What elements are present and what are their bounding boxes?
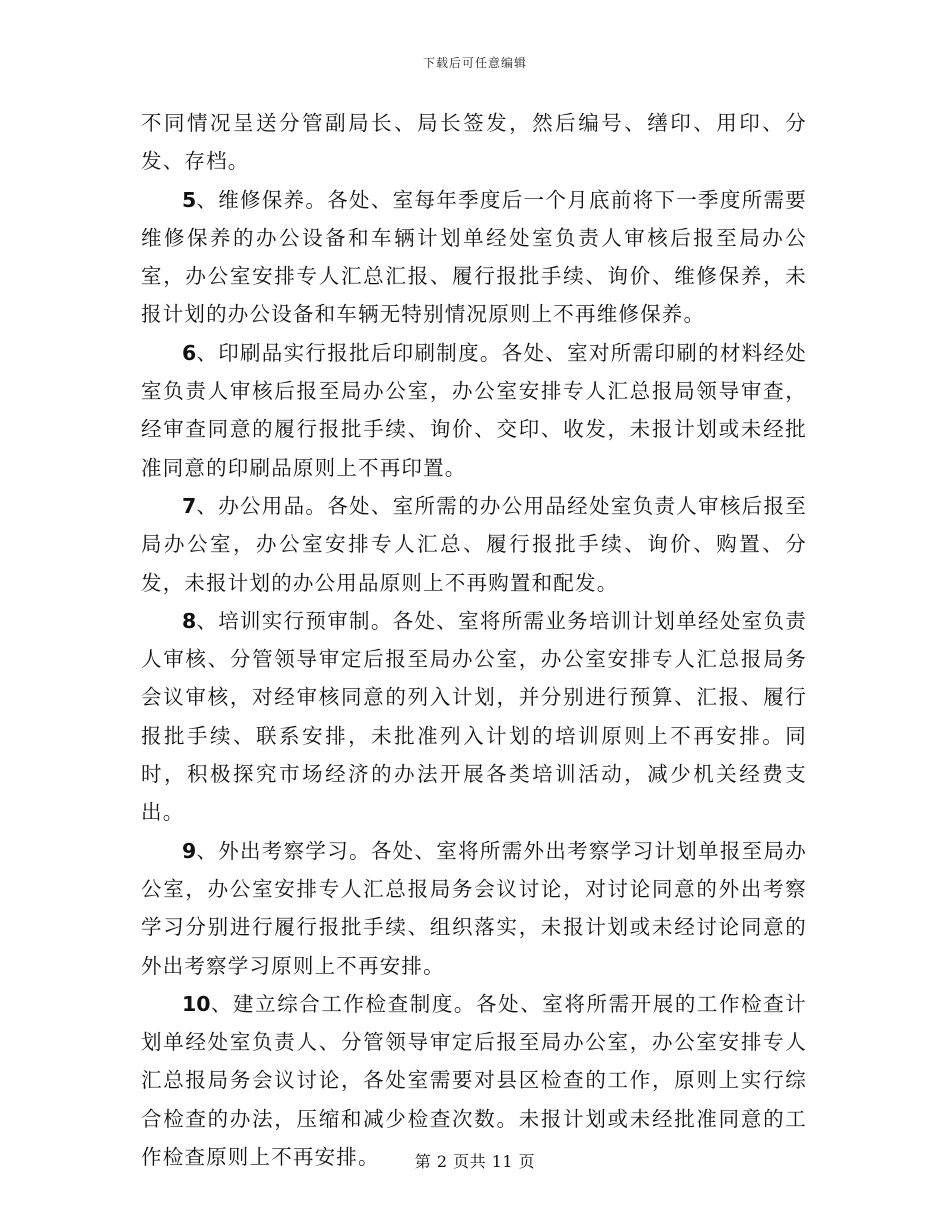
item-number: 9 [182,838,197,863]
paragraph-item-7 [141,487,807,602]
item-number: 5 [182,187,197,212]
paragraph-item-5 [141,181,807,334]
paragraph-text: 、印刷品实行报批后印刷制度。各处、室对所需印刷的材料经处室负责人审核后报至局办公室，办公室安排专人汇总报局领导审查，经审查同意的履行报批手续、询价、交印、收发，未报计划或未经批准同意的印刷品原则上不再印置。 [141,340,807,480]
paragraph-item-8 [141,602,807,832]
page-header: 下载后可任意编辑 [422,56,527,70]
paragraph-item-10 [141,985,807,1176]
paragraph-text: 、建立综合工作检查制度。各处、室将所需开展的工作检查计划单经处室负责人、分管领导审定后报至局办公室，办公室安排专人汇总报局务会议讨论，各处室需要对县区检查的工作，原则上实行综合检查的办法，压缩和减少检查次数。未报计划或未经批准同意的工作检查原则上不再安排。 [141,991,807,1170]
paragraph-text: 、办公用品。各处、室所需的办公用品经处室负责人审核后报至局办公室，办公室安排专人汇总、履行报批手续、询价、购置、分发，未报计划的办公用品原则上不再购置和配发。 [141,493,807,595]
paragraph-continued [141,104,807,181]
item-number: 10 [182,991,211,1016]
item-number: 8 [182,608,197,633]
document-body [141,104,807,1176]
paragraph-text: 、维修保养。各处、室每年季度后一个月底前将下一季度所需要维修保养的办公设备和车辆计划单经处室负责人审核后报至局办公室，办公室安排专人汇总汇报、履行报批手续、询价、维修保养，未报计划的办公设备和车辆无特别情况原则上不再维修保养。 [141,187,807,327]
paragraph-text: 不同情况呈送分管副局长、局长签发，然后编号、缮印、用印、分发、存档。 [141,111,807,174]
paragraph-text: 、培训实行预审制。各处、室将所需业务培训计划单经处室负责人审核、分管领导审定后报至局办公室，办公室安排专人汇总报局务会议审核，对经审核同意的列入计划，并分别进行预算、汇报、履行报批手续、联系安排，未批准列入计划的培训原则上不再安排。同时，积极探究市场经济的办法开展各类培训活动，减少机关经费支出。 [141,608,807,825]
paragraph-item-9 [141,832,807,985]
paragraph-item-6 [141,334,807,487]
paragraph-text: 、外出考察学习。各处、室将所需外出考察学习计划单报至局办公室，办公室安排专人汇总报局务会议讨论，对讨论同意的外出考察学习分别进行履行报批手续、组织落实，未报计划或未经讨论同意的外出考察学习原则上不再安排。 [141,838,807,978]
item-number: 7 [182,493,197,518]
item-number: 6 [182,340,197,365]
page-footer: 第 2 页共 11 页 [414,1152,536,1171]
